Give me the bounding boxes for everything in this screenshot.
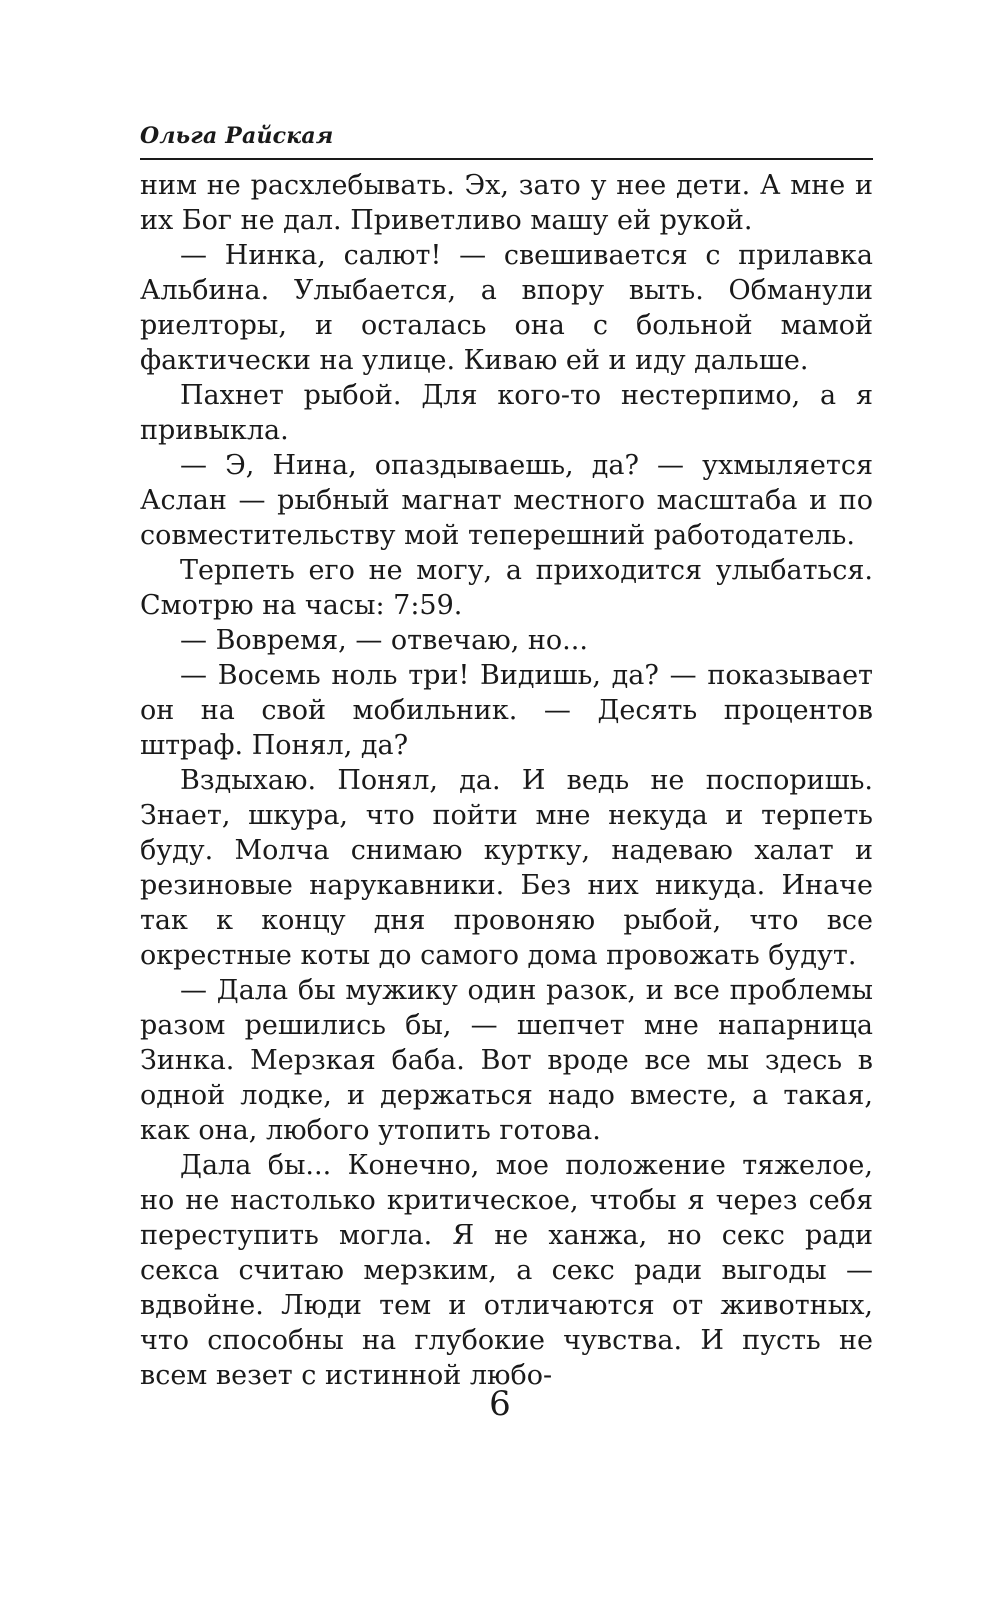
paragraph: — Дала бы мужику один разок, и все проблемы разом решились бы, — шепчет мне напарница Зинка. Мерзкая баба. Вот вроде все мы здесь в одной лодке, и держаться надо вместе, а такая, как она, любого утопить готова. xyxy=(140,975,873,1146)
body-text xyxy=(140,168,873,1393)
paragraph: Дала бы... Конечно, мое положение тяжелое, но не настолько критическое, чтобы я через себя переступить могла. Я не ханжа, но секс ради секса считаю мерзким, а секс ради выгоды — вдвойне. Люди тем и отличаются от животных, что способны на глубокие чувства. И пусть не всем везет с истинной любо- xyxy=(140,1150,873,1391)
paragraph: — Восемь ноль три! Видишь, да? — показывает он на свой мобильник. — Десять процентов штраф. Понял, да? xyxy=(140,660,873,761)
book-page xyxy=(140,118,873,1393)
paragraph: — Нинка, салют! — свешивается с прилавка Альбина. Улыбается, а впору выть. Обманули риелторы, и осталась она с больной мамой фактически на улице. Киваю ей и иду дальше. xyxy=(140,240,873,376)
paragraph: Пахнет рыбой. Для кого-то нестерпимо, а я привыкла. xyxy=(140,380,873,446)
paragraph: Терпеть его не могу, а приходится улыбаться. Смотрю на часы: 7:59. xyxy=(140,555,873,621)
paragraph: — Э, Нина, опаздываешь, да? — ухмыляется Аслан — рыбный магнат местного масштаба и по совместительству мой теперешний работодатель. xyxy=(140,450,873,551)
paragraph: Вздыхаю. Понял, да. И ведь не поспоришь. Знает, шкура, что пойти мне некуда и терпеть буду. Молча снимаю куртку, надеваю халат и резиновые нарукавники. Без них никуда. Иначе так к концу дня провоняю рыбой, что все окрестные коты до самого дома провожать будут. xyxy=(140,765,873,971)
running-head-author: Ольга Райская xyxy=(140,123,334,149)
page-number: 6 xyxy=(489,1384,511,1424)
paragraph: — Вовремя, — отвечаю, но... xyxy=(180,625,588,656)
header-rule xyxy=(140,158,873,160)
paragraph: ним не расхлебывать. Эх, зато у нее дети. А мне и их Бог не дал. Приветливо машу ей рукой. xyxy=(140,170,873,236)
